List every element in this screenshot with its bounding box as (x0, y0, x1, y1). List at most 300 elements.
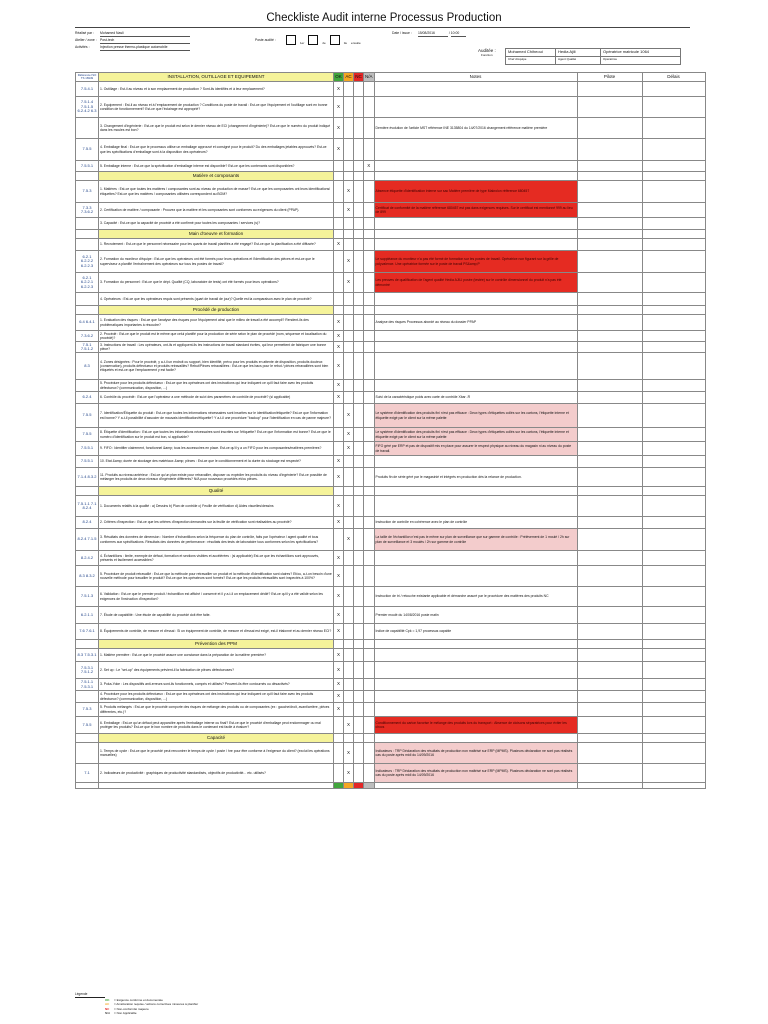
mark-cell-ac[interactable] (344, 218, 354, 230)
poste-checkbox-2[interactable] (308, 35, 318, 45)
row-question: 1. Outillage : Est-il au niveau et à son emplacement de production ? Sont-ils identifiés et à leur emplacement? (99, 82, 334, 97)
checklist-row (76, 251, 706, 273)
mark-cell-ok (334, 734, 344, 743)
row-notes (374, 551, 577, 566)
footer-ok-swatch (334, 783, 344, 789)
mark-cell-na[interactable] (364, 529, 375, 551)
mark-cell-nc[interactable] (354, 456, 364, 468)
row-question: 5. Produits mélangés : Est-ce que le procédé comporte des risques de mélange des produits ou de composantes (ex : gauche/droit, avant/arrière, pièces différentes, etc.)? (99, 703, 334, 717)
mark-cell-ok[interactable] (334, 273, 344, 293)
mark-cell-ac[interactable] (344, 624, 354, 640)
row-pilote (577, 82, 642, 97)
row-question: 1. Recrutement : Est-ce que le personnel nécessaire pour les quarts de travail planifiés a été engagé? Est-ce que la planification a été diffusée? (99, 239, 334, 251)
row-delais (642, 551, 705, 566)
mark-cell-na[interactable] (364, 218, 375, 230)
mark-cell-ok[interactable]: X (334, 517, 344, 529)
section-title: Capacité (99, 734, 334, 743)
mark-cell-ok[interactable]: X (334, 587, 344, 607)
row-delais (642, 331, 705, 342)
mark-cell-ac[interactable]: X (344, 203, 354, 218)
mark-cell-na[interactable] (364, 717, 375, 734)
mark-cell-nc[interactable] (354, 97, 364, 118)
row-pilote (577, 662, 642, 679)
mark-cell-nc[interactable] (354, 551, 364, 566)
mark-cell-ac[interactable] (344, 118, 354, 139)
mark-cell-nc[interactable] (354, 380, 364, 392)
mark-cell-ac[interactable]: X (344, 251, 354, 273)
mark-cell-ok[interactable]: X (334, 97, 344, 118)
mark-cell-ok[interactable]: X (334, 624, 344, 640)
checklist-row (76, 649, 706, 662)
checklist-row (76, 468, 706, 487)
row-notes: Instruction de contrôle en cohérence avec le plan de contrôle (374, 517, 577, 529)
mark-cell-na[interactable] (364, 428, 375, 442)
notes-cell (374, 640, 577, 649)
mark-cell-na[interactable] (364, 691, 375, 703)
mark-cell-ok[interactable]: X (334, 118, 344, 139)
mark-cell-ok[interactable]: X (334, 649, 344, 662)
mark-cell-ok[interactable] (334, 442, 344, 456)
mark-cell-na[interactable] (364, 703, 375, 717)
mark-cell-nc[interactable] (354, 496, 364, 517)
mark-cell-na[interactable] (364, 404, 375, 428)
row-pilote (577, 273, 642, 293)
mark-cell-na[interactable] (364, 468, 375, 487)
mark-cell-nc[interactable] (354, 239, 364, 251)
mark-cell-ok[interactable] (334, 203, 344, 218)
checklist-row (76, 118, 706, 139)
mark-cell-ok[interactable]: X (334, 315, 344, 331)
legend (75, 992, 198, 1016)
mark-cell-nc[interactable] (354, 691, 364, 703)
row-pilote (577, 764, 642, 783)
mark-cell-na (364, 640, 375, 649)
row-reference: 7.5.5 (76, 428, 99, 442)
mark-cell-na[interactable] (364, 496, 375, 517)
mark-cell-ac[interactable]: X (344, 743, 354, 764)
row-notes (374, 293, 577, 306)
mark-cell-nc[interactable] (354, 529, 364, 551)
mark-cell-ok (334, 640, 344, 649)
mark-cell-nc[interactable] (354, 468, 364, 487)
mark-cell-nc[interactable] (354, 517, 364, 529)
checklist-row (76, 428, 706, 442)
mark-cell-ac[interactable] (344, 97, 354, 118)
mark-cell-na[interactable] (364, 607, 375, 624)
mark-cell-na[interactable] (364, 743, 375, 764)
mark-cell-nc[interactable] (354, 139, 364, 161)
mark-cell-ac[interactable] (344, 691, 354, 703)
mark-cell-ok[interactable]: X (334, 691, 344, 703)
info-row-activites: Activités : Injection presse thermo-plastique automobile (75, 44, 190, 51)
mark-cell-na[interactable] (364, 97, 375, 118)
section-row (76, 172, 706, 181)
header-ref: Référence ISO TS 16949 (76, 73, 99, 82)
row-question: 1. Documents relatifs à la qualité : a) Dessins b) Plan de contrôle c) Feuille de vérification d) Aides visuelles/dessins (99, 496, 334, 517)
row-delais (642, 743, 705, 764)
mark-cell-na[interactable] (364, 587, 375, 607)
legend-item: AC = Amélioration requise / actions correctives mineures à planifier (105, 1002, 199, 1006)
mark-cell-ok (334, 306, 344, 315)
mark-cell-ac (344, 640, 354, 649)
mark-cell-ac[interactable]: X (344, 273, 354, 293)
mark-cell-na[interactable] (364, 118, 375, 139)
mark-cell-nc[interactable] (354, 181, 364, 203)
title-divider (75, 27, 690, 28)
row-notes (374, 139, 577, 161)
row-reference (76, 118, 99, 139)
row-question: 4. Emballage final : Est-ce que le processus utilise un emballage approuvé et consigné pour le produit? Du des emballages jetables approuvés? Est-ce que les spécifications d'emballage sont à la disposition des opérateurs? (99, 139, 334, 161)
info-row-realise: Réalisé par : Mohamed Nasli (75, 30, 190, 37)
mark-cell-na[interactable] (364, 380, 375, 392)
row-delais (642, 468, 705, 487)
checklist-row (76, 496, 706, 517)
mark-cell-ac[interactable]: X (344, 181, 354, 203)
mark-cell-ac[interactable] (344, 587, 354, 607)
mark-cell-nc[interactable] (354, 703, 364, 717)
row-notes: Les preuves de qualification de l'agent qualité Hedia AJILI posée (testée) sur le contrôle dimensionnel du produit n'a pas été démontré (374, 273, 577, 293)
row-question: 2. Critères d'inspection : Est-ce que les critères d'inspection demandés sur la feuille de vérification sont réalisables au procédé? (99, 517, 334, 529)
row-reference (76, 218, 99, 230)
mark-cell-nc[interactable] (354, 662, 364, 679)
mark-cell-nc[interactable] (354, 717, 364, 734)
mark-cell-na[interactable] (364, 353, 375, 380)
row-delais (642, 691, 705, 703)
row-notes (374, 691, 577, 703)
mark-cell-ok[interactable] (334, 404, 344, 428)
mark-cell-nc[interactable] (354, 353, 364, 380)
row-delais (642, 404, 705, 428)
mark-cell-na[interactable] (364, 764, 375, 783)
mark-cell-nc[interactable] (354, 118, 364, 139)
mark-cell-nc[interactable] (354, 649, 364, 662)
row-delais (642, 315, 705, 331)
mark-cell-ac[interactable]: X (344, 717, 354, 734)
mark-cell-na[interactable] (364, 251, 375, 273)
row-delais (642, 428, 705, 442)
mark-cell-na[interactable] (364, 517, 375, 529)
row-pilote (577, 566, 642, 587)
row-reference: 8.3 7.5.3.1 (76, 649, 99, 662)
mark-cell-ac[interactable] (344, 566, 354, 587)
mark-cell-ac[interactable] (344, 496, 354, 517)
row-delais (642, 529, 705, 551)
mark-cell-ok[interactable] (334, 764, 344, 783)
mark-cell-nc[interactable] (354, 764, 364, 783)
row-notes (374, 679, 577, 691)
row-notes (374, 703, 577, 717)
mark-cell-ac[interactable] (344, 315, 354, 331)
row-question: 11. Produits au niveau antérieur : Est-ce qu'un plan existe pour retravailler, disposer ou expédier les produits du niveau d'ingénierie? Est-ce possible de mélanger les produits de deux niveaux d'ingénierie différents? N/A pour nouveaux procédés et/ou pièces. (99, 468, 334, 487)
row-notes (374, 218, 577, 230)
mark-cell-ac[interactable] (344, 662, 354, 679)
checklist-row (76, 404, 706, 428)
mark-cell-ac[interactable] (344, 392, 354, 404)
row-question: 3. Poka-Yoke : Les dispositifs anti-erreurs sont-ils fonctionnels, compris et utilisés? Peuvent-ils être contournés ou désactivés? (99, 679, 334, 691)
mark-cell-nc[interactable] (354, 315, 364, 331)
mark-cell-na[interactable] (364, 82, 375, 97)
row-delais (642, 703, 705, 717)
section-title: Main d'oeuvre et formation (99, 230, 334, 239)
mark-cell-na[interactable] (364, 442, 375, 456)
mark-cell-na[interactable] (364, 293, 375, 306)
mark-cell-nc[interactable] (354, 293, 364, 306)
row-pilote (577, 181, 642, 203)
row-notes: FIFO géré par ERP et pas de dispositif mis en place pour assurer le respect physique au niveau du magasin ni au niveau du poste de travail. (374, 442, 577, 456)
mark-cell-ac[interactable]: X (344, 442, 354, 456)
checklist-row (76, 587, 706, 607)
mark-cell-ac[interactable] (344, 380, 354, 392)
info-row-atelier: Atelier / zone : Post-tech (75, 37, 190, 44)
mark-cell-ok[interactable]: X (334, 607, 344, 624)
row-reference: 8.2.4 (76, 517, 99, 529)
mark-cell-na[interactable] (364, 342, 375, 353)
section-row (76, 487, 706, 496)
mark-cell-ac[interactable]: X (344, 529, 354, 551)
row-question: 4. Zones désignées : Pour le procédé, y a-t-il un endroit ou support, bien identifié, prévu pour les produits en attente de disposition, produits douteux (conservation), produits défectueux et produits retravaillés? Rebut/Pièces retravaillées : Est-ce que les bacs pour le rebut / pièces retravaillées sont bien étiquetés et est-ce que l'emplacement y est facile? (99, 353, 334, 380)
mark-cell-nc[interactable] (354, 679, 364, 691)
mark-cell-ok (334, 230, 344, 239)
section-ref-cell (76, 487, 99, 496)
mark-cell-ac[interactable] (344, 703, 354, 717)
row-question: 8. Étiquette d'identification : Est-ce que toutes les informations nécessaires sont inscrites sur l'étiquette? Est-ce que l'information est bonne? Est-ce que le numéro d'identification sur le produit est bon, si applicable? (99, 428, 334, 442)
mark-cell-ok[interactable] (334, 161, 344, 172)
header-ac: AC (344, 73, 354, 82)
mark-cell-na[interactable] (364, 456, 375, 468)
mark-cell-ok[interactable] (334, 293, 344, 306)
mark-cell-na[interactable] (364, 273, 375, 293)
mark-cell-ac[interactable] (344, 331, 354, 342)
mark-cell-ok[interactable]: X (334, 703, 344, 717)
mark-cell-ac[interactable] (344, 679, 354, 691)
row-pilote (577, 649, 642, 662)
checklist-row (76, 331, 706, 342)
mark-cell-nc[interactable] (354, 624, 364, 640)
mark-cell-na[interactable] (364, 181, 375, 203)
mark-cell-ac[interactable] (344, 353, 354, 380)
mark-cell-ac[interactable] (344, 342, 354, 353)
footer-pilote-cell (577, 783, 642, 789)
header-na: N/A (364, 73, 375, 82)
row-reference: 7.5.1.1 7.1 8.2.4 (76, 496, 99, 517)
mark-cell-nc[interactable] (354, 82, 364, 97)
section-title: Procédé de production (99, 306, 334, 315)
mark-cell-na[interactable] (364, 551, 375, 566)
row-question: 5. Emballage interne : Est-ce que la spécification d'emballage interne est disponible? Est-ce que les contenants sont disponibles? (99, 161, 334, 172)
mark-cell-ac[interactable] (344, 139, 354, 161)
row-notes: Le suppléance du moniteur n'a pas été formé de formation sur les postes de travail. Opératrice non figurant sur la grille de polyvalence. Une opératrice formée sur le poste de travail PS&amp;P (374, 251, 577, 273)
auditees-table (505, 48, 681, 65)
mark-cell-ok[interactable]: X (334, 468, 344, 487)
section-title: Qualité (99, 487, 334, 496)
mark-cell-nc[interactable] (354, 251, 364, 273)
mark-cell-nc[interactable] (354, 392, 364, 404)
row-question: 1. Matières : Est-ce que toutes les matières / composantes sont au niveau de production de masse? Est-ce que les composantes ont leurs identifications/étiquettes? Est-ce que les matières / composantes utilisées correspondent au BOM? (99, 181, 334, 203)
poste-label: Poste audité : (255, 38, 276, 42)
row-delais (642, 342, 705, 353)
legend-title: Légende (75, 992, 105, 998)
mark-cell-na[interactable] (364, 239, 375, 251)
mark-cell-nc[interactable] (354, 743, 364, 764)
row-pilote (577, 703, 642, 717)
mark-cell-nc[interactable] (354, 273, 364, 293)
mark-cell-na[interactable] (364, 624, 375, 640)
checklist-row (76, 139, 706, 161)
checklist-row (76, 315, 706, 331)
mark-cell-ac[interactable] (344, 161, 354, 172)
row-delais (642, 161, 705, 172)
notes-cell (374, 172, 577, 181)
checklist-row (76, 743, 706, 764)
row-delais (642, 273, 705, 293)
section-ref-cell (76, 172, 99, 181)
mark-cell-nc[interactable] (354, 587, 364, 607)
mark-cell-ok[interactable]: X (334, 679, 344, 691)
mark-cell-ok[interactable] (334, 743, 344, 764)
row-notes (374, 566, 577, 587)
pilote-cell (577, 306, 642, 315)
row-pilote (577, 161, 642, 172)
mark-cell-ac[interactable] (344, 82, 354, 97)
mark-cell-nc[interactable] (354, 607, 364, 624)
mark-cell-ok[interactable]: X (334, 331, 344, 342)
mark-cell-ok[interactable]: X (334, 392, 344, 404)
row-reference: 6.4 6.4.1 (76, 315, 99, 331)
mark-cell-na[interactable] (364, 139, 375, 161)
footer-ac-swatch (344, 783, 354, 789)
row-reference: 7.5.5 (76, 717, 99, 734)
poste-checkbox-3[interactable] (330, 35, 340, 45)
row-notes: Le système d'identification des produits fini n'est pas efficace : Deux types d'étiquettes collés sur les cartons, l'étiquette interne et étiquette exigé par le client sur la même palette (374, 404, 577, 428)
mark-cell-nc[interactable] (354, 203, 364, 218)
checklist-header-row (76, 73, 706, 82)
section-ref-cell (76, 640, 99, 649)
row-reference: 7.6 7.6.1 (76, 624, 99, 640)
mark-cell-na[interactable] (364, 662, 375, 679)
mark-cell-ok[interactable] (334, 251, 344, 273)
checklist-row (76, 380, 706, 392)
mark-cell-ac[interactable]: X (344, 404, 354, 428)
mark-cell-ac[interactable]: X (344, 428, 354, 442)
delais-cell (642, 230, 705, 239)
mark-cell-nc[interactable] (354, 218, 364, 230)
mark-cell-ac[interactable] (344, 517, 354, 529)
document-title: Checkliste Audit interne Processus Production (266, 12, 502, 24)
mark-cell-ok[interactable] (334, 428, 344, 442)
mark-cell-nc[interactable] (354, 428, 364, 442)
mark-cell-ok[interactable]: X (334, 496, 344, 517)
row-delais (642, 239, 705, 251)
mark-cell-nc[interactable] (354, 566, 364, 587)
checklist-row (76, 342, 706, 353)
row-notes: Dernière évolution de l'article MST référence INE 3135804 du 14/07/2016 changement référence matière première (374, 118, 577, 139)
date-value: 15/08/2016 (418, 30, 448, 37)
row-reference: 8.3 (76, 353, 99, 380)
row-reference: 6.2.4 (76, 392, 99, 404)
footer-ref-cell (76, 783, 99, 789)
row-question: 3. Changement d'ingénierie : Est-ce que le produit est selon le dernier niveau de ECI (changement d'ingénierie)? Est-ce que le numéro du produit indiqué dans les moules est bon? (99, 118, 334, 139)
mark-cell-ok[interactable]: X (334, 662, 344, 679)
mark-cell-nc[interactable] (354, 404, 364, 428)
poste-checkbox-1[interactable] (286, 35, 296, 45)
mark-cell-ac[interactable] (344, 293, 354, 306)
mark-cell-ok[interactable]: X (334, 139, 344, 161)
mark-cell-na (364, 306, 375, 315)
row-delais (642, 624, 705, 640)
mark-cell-nc (354, 487, 364, 496)
row-pilote (577, 428, 642, 442)
row-reference: 7.5.1 7.5.1.2 (76, 342, 99, 353)
footer-na-swatch (364, 783, 375, 789)
mark-cell-na[interactable] (364, 331, 375, 342)
mark-cell-nc[interactable] (354, 342, 364, 353)
section-title: INSTALLATION, OUTILLAGE ET EQUIPEMENT (99, 73, 334, 82)
row-pilote (577, 717, 642, 734)
row-question: 2. Certification de matière / composante : Prouvez que la matière et les composantes sont conformes au exigences du client (PPAP). (99, 203, 334, 218)
mark-cell-ok[interactable] (334, 181, 344, 203)
mark-cell-na[interactable] (364, 566, 375, 587)
checklist-row (76, 181, 706, 203)
mark-cell-ok[interactable] (334, 717, 344, 734)
auditees-label: Auditée : Fonction (478, 48, 496, 57)
row-reference: 7.1.4 8.3.2 (76, 468, 99, 487)
checklist-row (76, 607, 706, 624)
mark-cell-ac[interactable] (344, 551, 354, 566)
mark-cell-na[interactable] (364, 392, 375, 404)
mark-cell-ok[interactable]: X (334, 566, 344, 587)
mark-cell-ac[interactable] (344, 607, 354, 624)
mark-cell-ac[interactable] (344, 456, 354, 468)
mark-cell-ok[interactable]: X (334, 342, 344, 353)
mark-cell-ok[interactable]: X (334, 239, 344, 251)
row-pilote (577, 607, 642, 624)
mark-cell-na[interactable] (364, 649, 375, 662)
mark-cell-nc[interactable] (354, 331, 364, 342)
mark-cell-ok[interactable]: X (334, 456, 344, 468)
section-row (76, 734, 706, 743)
checklist-row (76, 161, 706, 172)
row-reference: 7.5.5.1 (76, 161, 99, 172)
mark-cell-ok[interactable] (334, 218, 344, 230)
mark-cell-ac (344, 734, 354, 743)
row-reference: 7.5.3.1 7.5.1.2 (76, 662, 99, 679)
mark-cell-ok[interactable] (334, 529, 344, 551)
mark-cell-ok[interactable]: X (334, 82, 344, 97)
mark-cell-nc[interactable] (354, 442, 364, 456)
checklist-row (76, 353, 706, 380)
mark-cell-ac[interactable] (344, 649, 354, 662)
checklist-row (76, 529, 706, 551)
row-question: 10. Etat &amp; durée de stockage des matériaux &amp; pièces : Est-ce que le conditionnement et la durée du stockage est respecté? (99, 456, 334, 468)
mark-cell-ok[interactable]: X (334, 551, 344, 566)
mark-cell-ac[interactable] (344, 239, 354, 251)
section-row (76, 230, 706, 239)
mark-cell-na[interactable]: X (364, 161, 375, 172)
row-question: 7. Étude de capabilité : Une étude de capabilité du procédé doit être faite. (99, 607, 334, 624)
row-pilote (577, 587, 642, 607)
mark-cell-nc[interactable] (354, 161, 364, 172)
row-pilote (577, 251, 642, 273)
mark-cell-ac[interactable]: X (344, 764, 354, 783)
header-ok: OK (334, 73, 344, 82)
mark-cell-na[interactable] (364, 315, 375, 331)
section-ref-cell (76, 306, 99, 315)
mark-cell-na[interactable] (364, 203, 375, 218)
mark-cell-ok[interactable]: X (334, 353, 344, 380)
mark-cell-na[interactable] (364, 679, 375, 691)
mark-cell-ac[interactable] (344, 468, 354, 487)
mark-cell-ok[interactable]: X (334, 380, 344, 392)
